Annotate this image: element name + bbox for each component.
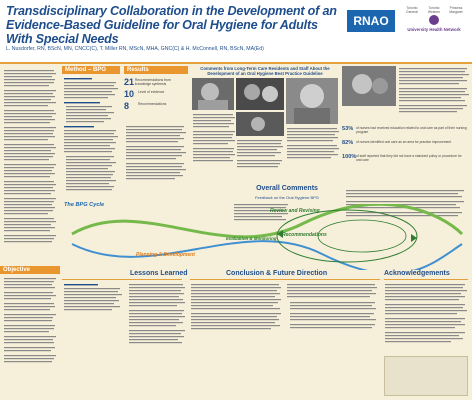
bpg-label-review: Review and Revising [270,208,320,214]
uhn-logo [400,6,468,50]
conclusion-text-lines [190,282,380,398]
bpg-label-planning: Planning & Development [136,252,195,258]
quote-text-lines-2 [236,138,284,182]
results-list [124,78,188,114]
result-label: Recommendations [138,102,167,106]
result-label: Recommendations from knowledge synthesis [134,78,171,86]
stat-value-1: 53% [342,126,354,132]
uhn-cell-3: Princess Margaret [449,6,463,14]
stat-text-1: of nurses had received education related to oral care as part of their nursing program [356,126,467,134]
photo-patient [236,112,284,136]
header-rule [0,62,472,64]
intro-column [0,64,60,400]
overall-comments-subtitle: Feedback on the Oral Hygiene BPG [255,195,319,200]
poster-title: Transdisciplinary Collaboration in the Development of an Evidence-Based Guideline for Oral Hygiene for Adults With Special Needs [6,4,337,46]
result-item [124,78,188,87]
stat-value-2: 82% [342,140,354,146]
uhn-cell-1: Toronto General [406,6,418,14]
lessons-text-lines [128,282,186,398]
results-heading: Results [124,66,188,74]
stat-text-2: of nurses identified oral care as an area for practice improvement [356,140,452,144]
bpg-label-recommendations: Recommendations [282,232,327,238]
results-text-lines [124,124,188,190]
result-number: 8 [124,101,130,111]
acknowledgements-rule [384,279,468,280]
conclusion-heading: Conclusion & Future Direction [226,270,328,277]
uhn-cell-2: Toronto Western [427,6,441,14]
acknowledgements-heading: Acknowledgements [384,270,450,277]
methods-text-lines [62,76,120,198]
stat-text-3: of staff reported that they did not have a standard policy or procedure for oral care [356,154,462,162]
rnao-logo [347,10,395,38]
photo-resident [192,78,234,110]
objective-heading: Objective [0,266,60,274]
uhn-name: University Health Network [407,27,461,32]
result-item [124,102,188,111]
bpg-cycle-title: The BPG Cycle [64,202,105,208]
acknowledgement-logos [384,356,468,396]
poster-authors: L. Nusdorfer, RN, BScN, MN, CNCC(C), T. Miller RN, MScN, MHA, GNC(C) & H. McConnell, RN, BScN, MA(Ed) [6,46,264,52]
lessons-rule [62,279,182,280]
acknowledgements-text-lines [384,282,468,354]
quote-text-lines-1 [192,112,236,182]
rnao-logo-text: RNAO [347,10,395,32]
result-number: 10 [124,89,135,99]
stat-value-3: 100% [342,154,357,160]
result-item [124,90,188,99]
photo-staff [236,78,284,110]
methods-lower-text-lines [62,282,124,398]
conclusion-rule [190,279,380,280]
result-label: Level of evidence [138,90,165,94]
bpg-label-evaluation: Evaluation & Monitoring [226,236,277,241]
intro-text-lines [0,64,60,400]
result-number: 21 [124,77,135,87]
photo-caregiver [286,78,338,124]
quote-text-lines-3 [286,126,340,182]
photo-oral-care [342,66,396,106]
overall-comments-title: Overall Comments [256,185,318,192]
methods-heading: Method – BPG [62,66,120,74]
lessons-heading: Lessons Learned [130,270,188,277]
uhn-mark-icon [429,15,439,25]
comments-heading: Comments from Long-Term Care Residents and Staff About the Development of an Oral Hygiene Best Practice Guideline [200,66,330,76]
poster-header [0,0,472,62]
right-text-lines [398,66,470,122]
